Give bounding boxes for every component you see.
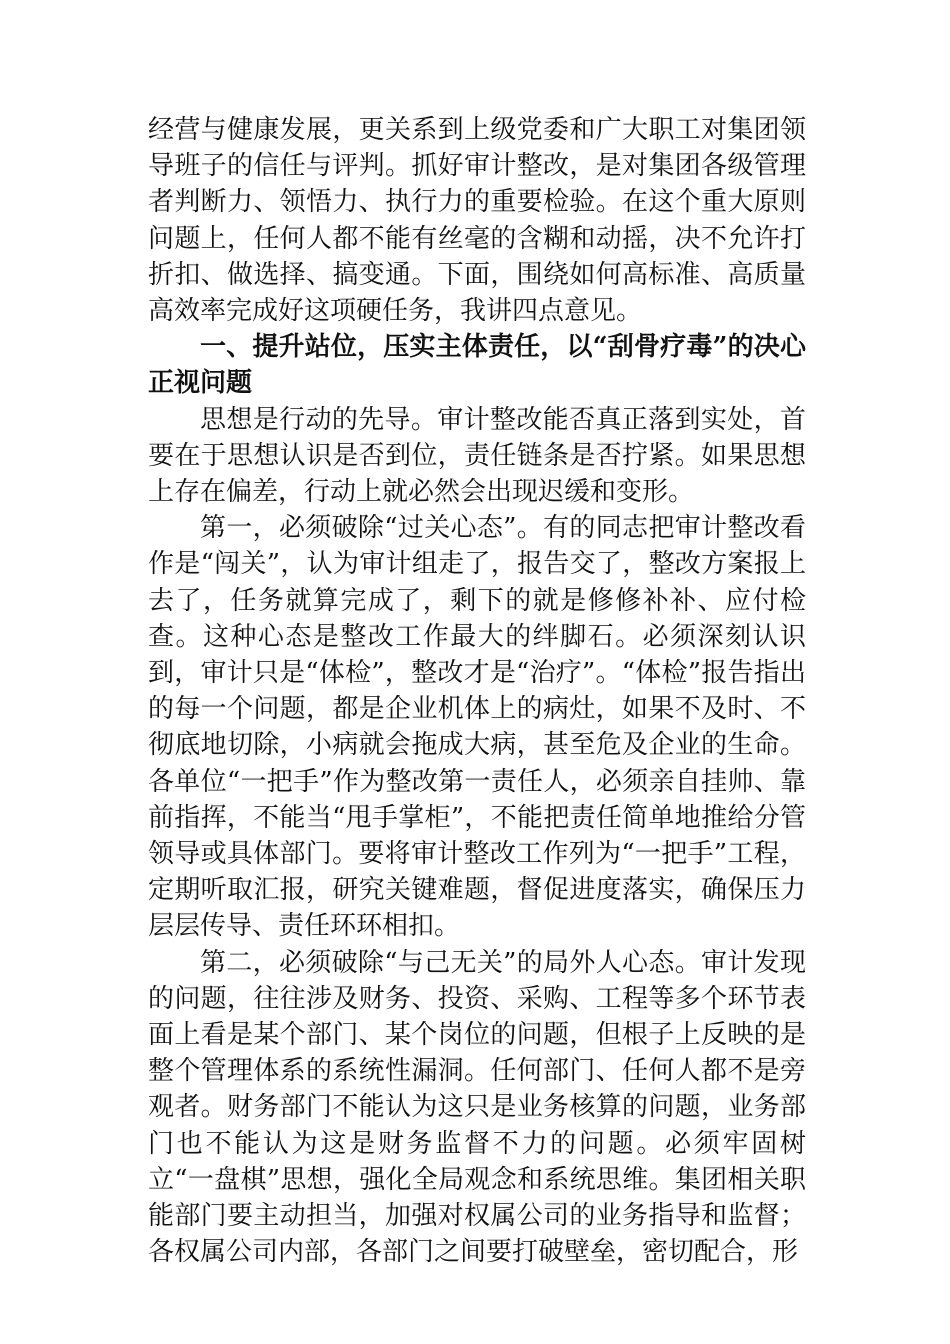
paragraph-thought-guide: 思想是行动的先导。审计整改能否真正落到实处，首要在于思想认识是否到位，责任链条是否拧紧。如果思想上存在偏差，行动上就必然会出现迟缓和变形。	[148, 404, 806, 508]
paragraph-continuation: 经营与健康发展，更关系到上级党委和广大职工对集团领导班子的信任与评判。抓好审计整改，是对集团各级管理者判断力、领悟力、执行力的重要检验。在这个重大原则问题上，任何人都不能有丝毫的含糊和动摇，决不允许打折扣、做选择、搞变通。下面，围绕如何高标准、高质量高效率完成好这项硬任务，我讲四点意见。	[148, 115, 806, 327]
document-body	[148, 112, 806, 1271]
paragraph-first-point: 第一，必须破除“过关心态”。有的同志把审计整改看作是“闯关”，认为审计组走了，报告交了，整改方案报上去了，任务就算完成了，剩下的就是修修补补、应付检查。这种心态是整改工作最大的绊脚石。必须深刻认识到，审计只是“体检”，整改才是“治疗”。“体检”报告指出的每一个问题，都是企业机体上的病灶，如果不及时、不彻底地切除，小病就会拖成大病，甚至危及企业的生命。各单位“一把手”作为整改第一责任人，必须亲自挂帅、靠前指挥，不能当“甩手掌柜”，不能把责任简单地推给分管领导或具体部门。要将审计整改工作列为“一把手”工程，定期听取汇报，研究关键难题，督促进度落实，确保压力层层传导、责任环环相扣。	[148, 513, 806, 942]
paragraph-second-point: 第二，必须破除“与己无关”的局外人心态。审计发现的问题，往往涉及财务、投资、采购、工程等多个环节表面上看是某个部门、某个岗位的问题，但根子上反映的是整个管理体系的系统性漏洞。任何部门、任何人都不是旁观者。财务部门不能认为这只是业务核算的问题，业务部门也不能认为这是财务监督不力的问题。必须牢固树立“一盘棋”思想，强化全局观念和系统思维。集团相关职能部门要主动担当，加强对权属公司的业务指导和监督；各权属公司内部，各部门之间要打破壁垒，密切配合，形	[148, 947, 806, 1268]
section-heading-one: 一、提升站位，压实主体责任，以“刮骨疗毒”的决心正视问题	[148, 332, 806, 399]
